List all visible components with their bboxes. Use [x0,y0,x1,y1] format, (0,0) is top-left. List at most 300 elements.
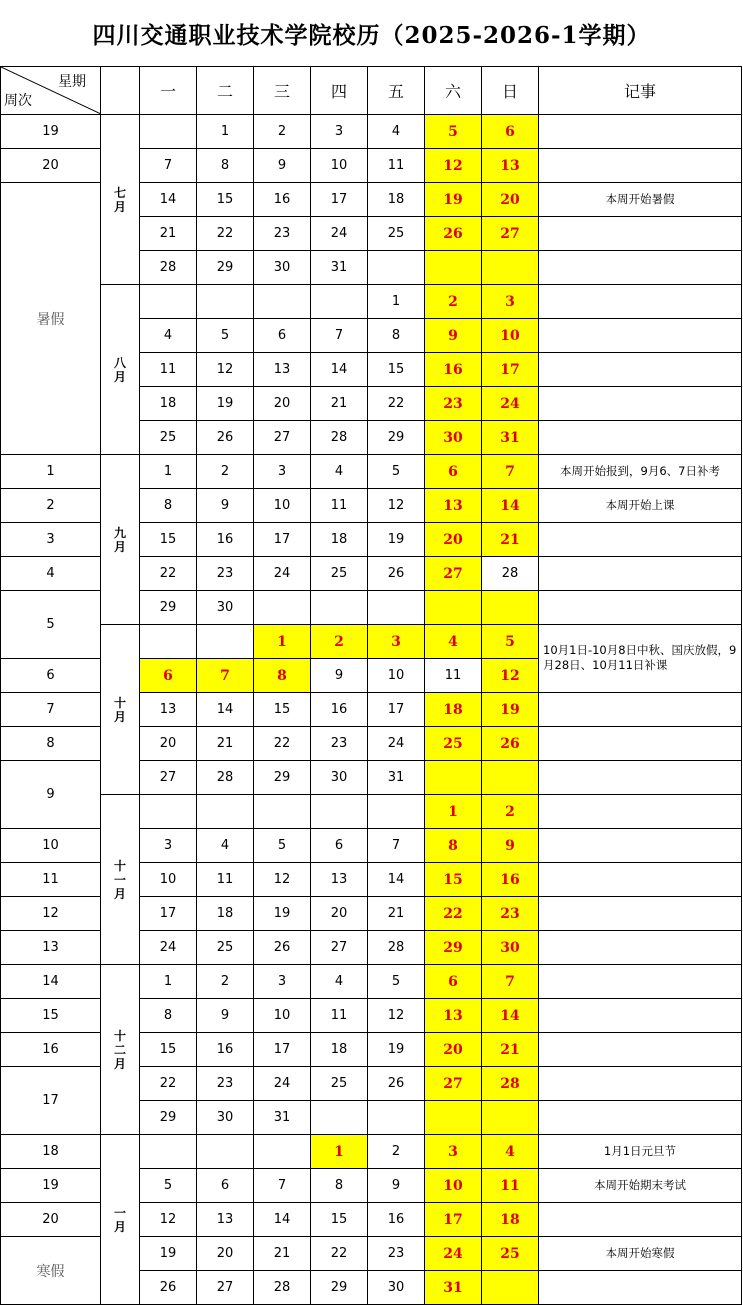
day-cell: 8 [368,319,425,353]
day-cell: 22 [140,1067,197,1101]
header-corner-cell [1,67,101,115]
day-cell: 9 [311,659,368,693]
day-cell: 27 [425,1067,482,1101]
day-cell: 29 [140,591,197,625]
day-cell: 5 [482,625,539,659]
day-cell: 16 [197,523,254,557]
day-cell: 28 [368,931,425,965]
day-cell: 25 [140,421,197,455]
day-cell: 11 [311,999,368,1033]
day-cell: 7 [254,1169,311,1203]
day-cell: 20 [197,1237,254,1271]
day-cell: 17 [425,1203,482,1237]
week-number: 14 [1,965,101,999]
day-cell: 23 [197,1067,254,1101]
day-cell: 28 [311,421,368,455]
note-cell [539,1203,742,1237]
day-cell: 17 [254,1033,311,1067]
note-cell [539,761,742,795]
month-label [101,115,140,285]
day-cell: 10 [140,863,197,897]
day-cell: 29 [425,931,482,965]
day-cell: 13 [197,1203,254,1237]
day-cell: 24 [254,1067,311,1101]
note-cell [539,829,742,863]
day-cell [482,251,539,285]
day-cell: 29 [140,1101,197,1135]
day-cell: 11 [311,489,368,523]
day-cell [254,795,311,829]
weekday-header: 四 [311,67,368,115]
day-cell: 18 [482,1203,539,1237]
day-cell: 4 [311,965,368,999]
week-number: 3 [1,523,101,557]
day-cell: 18 [197,897,254,931]
day-cell: 11 [425,659,482,693]
day-cell: 26 [425,217,482,251]
note-cell [539,1271,742,1305]
day-cell: 20 [311,897,368,931]
week-number: 10 [1,829,101,863]
day-cell: 11 [140,353,197,387]
note-cell: 本周开始报到，9月6、7日补考 [539,455,742,489]
note-cell: 本周开始暑假 [539,183,742,217]
day-cell: 16 [311,693,368,727]
day-cell: 21 [368,897,425,931]
month-label [101,625,140,795]
week-number: 2 [1,489,101,523]
day-cell [197,1135,254,1169]
day-cell: 12 [368,999,425,1033]
weekday-header: 一 [140,67,197,115]
day-cell: 9 [254,149,311,183]
day-cell: 19 [368,523,425,557]
weekday-header: 六 [425,67,482,115]
day-cell [311,591,368,625]
day-cell: 25 [197,931,254,965]
day-cell: 8 [425,829,482,863]
day-cell: 2 [197,455,254,489]
day-cell: 20 [425,1033,482,1067]
day-cell: 6 [197,1169,254,1203]
day-cell: 12 [368,489,425,523]
day-cell [482,761,539,795]
day-cell: 13 [311,863,368,897]
day-cell: 14 [311,353,368,387]
day-cell: 27 [425,557,482,591]
day-cell: 27 [254,421,311,455]
day-cell: 31 [482,421,539,455]
day-cell: 30 [311,761,368,795]
note-cell: 本周开始上课 [539,489,742,523]
day-cell: 23 [311,727,368,761]
day-cell: 1 [140,965,197,999]
day-cell: 6 [425,965,482,999]
month-label [101,285,140,455]
day-cell: 5 [368,455,425,489]
note-cell [539,387,742,421]
week-number: 17 [1,1067,101,1135]
day-cell: 2 [311,625,368,659]
week-number: 12 [1,897,101,931]
day-cell: 29 [197,251,254,285]
day-cell: 4 [311,455,368,489]
day-cell: 20 [140,727,197,761]
day-cell: 16 [425,353,482,387]
day-cell: 13 [140,693,197,727]
day-cell: 1 [197,115,254,149]
day-cell [254,1135,311,1169]
day-cell: 18 [140,387,197,421]
day-cell: 31 [425,1271,482,1305]
month-label-char: 八 [113,355,126,370]
month-label-char: 月 [113,539,126,554]
day-cell: 2 [197,965,254,999]
day-cell: 9 [197,489,254,523]
day-cell [425,591,482,625]
weekday-header: 三 [254,67,311,115]
week-number: 20 [1,1203,101,1237]
day-cell: 20 [425,523,482,557]
day-cell: 9 [368,1169,425,1203]
day-cell: 12 [254,863,311,897]
day-cell [197,625,254,659]
day-cell: 8 [140,999,197,1033]
day-cell: 10 [311,149,368,183]
day-cell [368,591,425,625]
day-cell: 31 [311,251,368,285]
note-cell [539,931,742,965]
day-cell: 6 [482,115,539,149]
day-cell: 28 [482,1067,539,1101]
note-cell [539,965,742,999]
note-cell [539,421,742,455]
calendar-row [1,795,742,829]
day-cell: 17 [140,897,197,931]
day-cell: 9 [197,999,254,1033]
calendar-row [1,115,742,149]
day-cell: 21 [311,387,368,421]
day-cell [311,795,368,829]
day-cell: 26 [368,557,425,591]
day-cell: 5 [254,829,311,863]
day-cell: 4 [197,829,254,863]
day-cell: 26 [197,421,254,455]
week-number: 11 [1,863,101,897]
day-cell: 19 [425,183,482,217]
calendar-table [0,66,742,1305]
day-cell: 6 [254,319,311,353]
note-cell [539,557,742,591]
day-cell: 28 [482,557,539,591]
day-cell: 3 [425,1135,482,1169]
day-cell: 1 [425,795,482,829]
day-cell: 19 [482,693,539,727]
day-cell: 4 [368,115,425,149]
day-cell: 10 [425,1169,482,1203]
day-cell: 25 [368,217,425,251]
day-cell: 4 [425,625,482,659]
day-cell [254,285,311,319]
day-cell: 22 [368,387,425,421]
day-cell: 2 [482,795,539,829]
month-label-char: 二 [113,1042,126,1057]
day-cell: 2 [254,115,311,149]
day-cell: 23 [482,897,539,931]
day-cell [425,251,482,285]
day-cell: 7 [482,965,539,999]
day-cell: 25 [311,557,368,591]
month-label-char: 十 [113,858,126,873]
day-cell: 12 [425,149,482,183]
day-cell: 9 [425,319,482,353]
month-label [101,1135,140,1305]
weekday-axis-label: 星期 [58,74,86,90]
day-cell: 8 [254,659,311,693]
month-label-char: 十 [113,1028,126,1043]
header-month-cell [101,67,140,115]
day-cell: 4 [482,1135,539,1169]
day-cell: 27 [482,217,539,251]
day-cell: 22 [254,727,311,761]
calendar-row [1,285,742,319]
day-cell: 5 [197,319,254,353]
day-cell: 7 [368,829,425,863]
day-cell [140,1135,197,1169]
day-cell [254,591,311,625]
day-cell: 21 [254,1237,311,1271]
day-cell: 8 [197,149,254,183]
day-cell: 11 [197,863,254,897]
day-cell: 15 [254,693,311,727]
day-cell: 15 [368,353,425,387]
day-cell: 7 [140,149,197,183]
note-cell [539,149,742,183]
month-label-char: 月 [113,1219,126,1234]
day-cell: 1 [368,285,425,319]
day-cell: 15 [425,863,482,897]
day-cell: 18 [311,1033,368,1067]
day-cell: 10 [368,659,425,693]
day-cell [482,1271,539,1305]
week-number: 19 [1,115,101,149]
month-label [101,455,140,625]
day-cell [482,591,539,625]
day-cell: 9 [482,829,539,863]
day-cell: 27 [140,761,197,795]
day-cell: 17 [368,693,425,727]
day-cell: 24 [368,727,425,761]
calendar-row [1,965,742,999]
weekday-header: 日 [482,67,539,115]
day-cell: 1 [140,455,197,489]
calendar-row [1,455,742,489]
note-cell [539,285,742,319]
day-cell: 6 [311,829,368,863]
day-cell: 4 [140,319,197,353]
day-cell: 10 [254,489,311,523]
month-label-char: 月 [113,199,126,214]
day-cell: 17 [311,183,368,217]
day-cell [482,1101,539,1135]
day-cell: 12 [140,1203,197,1237]
note-cell [539,1033,742,1067]
month-label-char: 月 [113,886,126,901]
day-cell: 6 [425,455,482,489]
calendar-row [1,625,742,659]
week-number: 19 [1,1169,101,1203]
note-cell [539,251,742,285]
note-cell [539,693,742,727]
day-cell: 26 [140,1271,197,1305]
week-number: 15 [1,999,101,1033]
day-cell: 7 [197,659,254,693]
month-label-char: 月 [113,369,126,384]
month-label-char: 九 [113,525,126,540]
day-cell [140,625,197,659]
day-cell: 26 [368,1067,425,1101]
week-number: 暑假 [1,183,101,455]
day-cell [368,1101,425,1135]
month-label-char: 一 [113,1205,126,1220]
day-cell: 12 [197,353,254,387]
week-number: 6 [1,659,101,693]
day-cell: 3 [368,625,425,659]
note-cell [539,999,742,1033]
day-cell: 11 [482,1169,539,1203]
day-cell: 16 [482,863,539,897]
day-cell [140,285,197,319]
day-cell: 13 [254,353,311,387]
day-cell: 14 [140,183,197,217]
day-cell: 30 [482,931,539,965]
day-cell: 24 [482,387,539,421]
day-cell: 18 [368,183,425,217]
day-cell: 2 [425,285,482,319]
day-cell: 30 [425,421,482,455]
day-cell [368,251,425,285]
day-cell: 28 [140,251,197,285]
day-cell: 30 [368,1271,425,1305]
month-label-char: 月 [113,1056,126,1071]
day-cell: 14 [197,693,254,727]
day-cell: 12 [482,659,539,693]
day-cell: 28 [254,1271,311,1305]
month-label [101,965,140,1135]
day-cell: 29 [311,1271,368,1305]
day-cell [311,1101,368,1135]
week-number: 13 [1,931,101,965]
day-cell: 19 [140,1237,197,1271]
week-number: 7 [1,693,101,727]
day-cell: 16 [254,183,311,217]
day-cell: 14 [482,489,539,523]
weekday-header: 五 [368,67,425,115]
week-number: 寒假 [1,1237,101,1305]
month-label-char: 一 [113,872,126,887]
day-cell: 11 [368,149,425,183]
week-number: 20 [1,149,101,183]
day-cell: 27 [311,931,368,965]
day-cell: 1 [254,625,311,659]
day-cell: 31 [368,761,425,795]
note-cell: 本周开始期末考试 [539,1169,742,1203]
day-cell: 3 [254,455,311,489]
day-cell [311,285,368,319]
note-cell [539,591,742,625]
day-cell: 3 [140,829,197,863]
day-cell: 26 [254,931,311,965]
day-cell: 6 [140,659,197,693]
day-cell: 24 [140,931,197,965]
day-cell: 25 [482,1237,539,1271]
day-cell: 21 [140,217,197,251]
week-axis-label: 周次 [4,93,32,109]
day-cell: 10 [482,319,539,353]
day-cell [140,115,197,149]
note-cell [539,795,742,829]
week-number: 4 [1,557,101,591]
day-cell: 24 [311,217,368,251]
day-cell: 18 [311,523,368,557]
day-cell: 21 [482,523,539,557]
day-cell: 15 [197,183,254,217]
day-cell: 30 [254,251,311,285]
note-cell: 1月1日元旦节 [539,1135,742,1169]
note-cell [539,727,742,761]
day-cell: 21 [197,727,254,761]
week-number: 9 [1,761,101,829]
day-cell: 13 [425,489,482,523]
day-cell: 5 [368,965,425,999]
day-cell: 25 [311,1067,368,1101]
header-row [1,67,742,115]
day-cell: 23 [425,387,482,421]
day-cell: 22 [197,217,254,251]
month-label-char: 七 [113,185,126,200]
day-cell: 3 [254,965,311,999]
note-cell: 10月1日-10月8日中秋、国庆放假，9月28日、10月11日补课 [539,625,742,693]
month-label-char: 月 [113,709,126,724]
day-cell: 27 [197,1271,254,1305]
day-cell [425,761,482,795]
note-cell [539,863,742,897]
day-cell: 19 [254,897,311,931]
weekday-header: 二 [197,67,254,115]
week-number: 1 [1,455,101,489]
day-cell: 22 [425,897,482,931]
day-cell: 14 [482,999,539,1033]
day-cell: 14 [368,863,425,897]
week-number: 18 [1,1135,101,1169]
day-cell [140,795,197,829]
day-cell: 22 [311,1237,368,1271]
day-cell: 24 [254,557,311,591]
day-cell: 13 [482,149,539,183]
day-cell: 16 [197,1033,254,1067]
day-cell: 22 [140,557,197,591]
day-cell [197,285,254,319]
note-cell [539,1101,742,1135]
day-cell: 20 [482,183,539,217]
day-cell: 23 [254,217,311,251]
day-cell: 23 [197,557,254,591]
note-cell [539,319,742,353]
day-cell: 16 [368,1203,425,1237]
day-cell: 15 [140,523,197,557]
day-cell: 13 [425,999,482,1033]
notes-header: 记事 [539,67,742,115]
